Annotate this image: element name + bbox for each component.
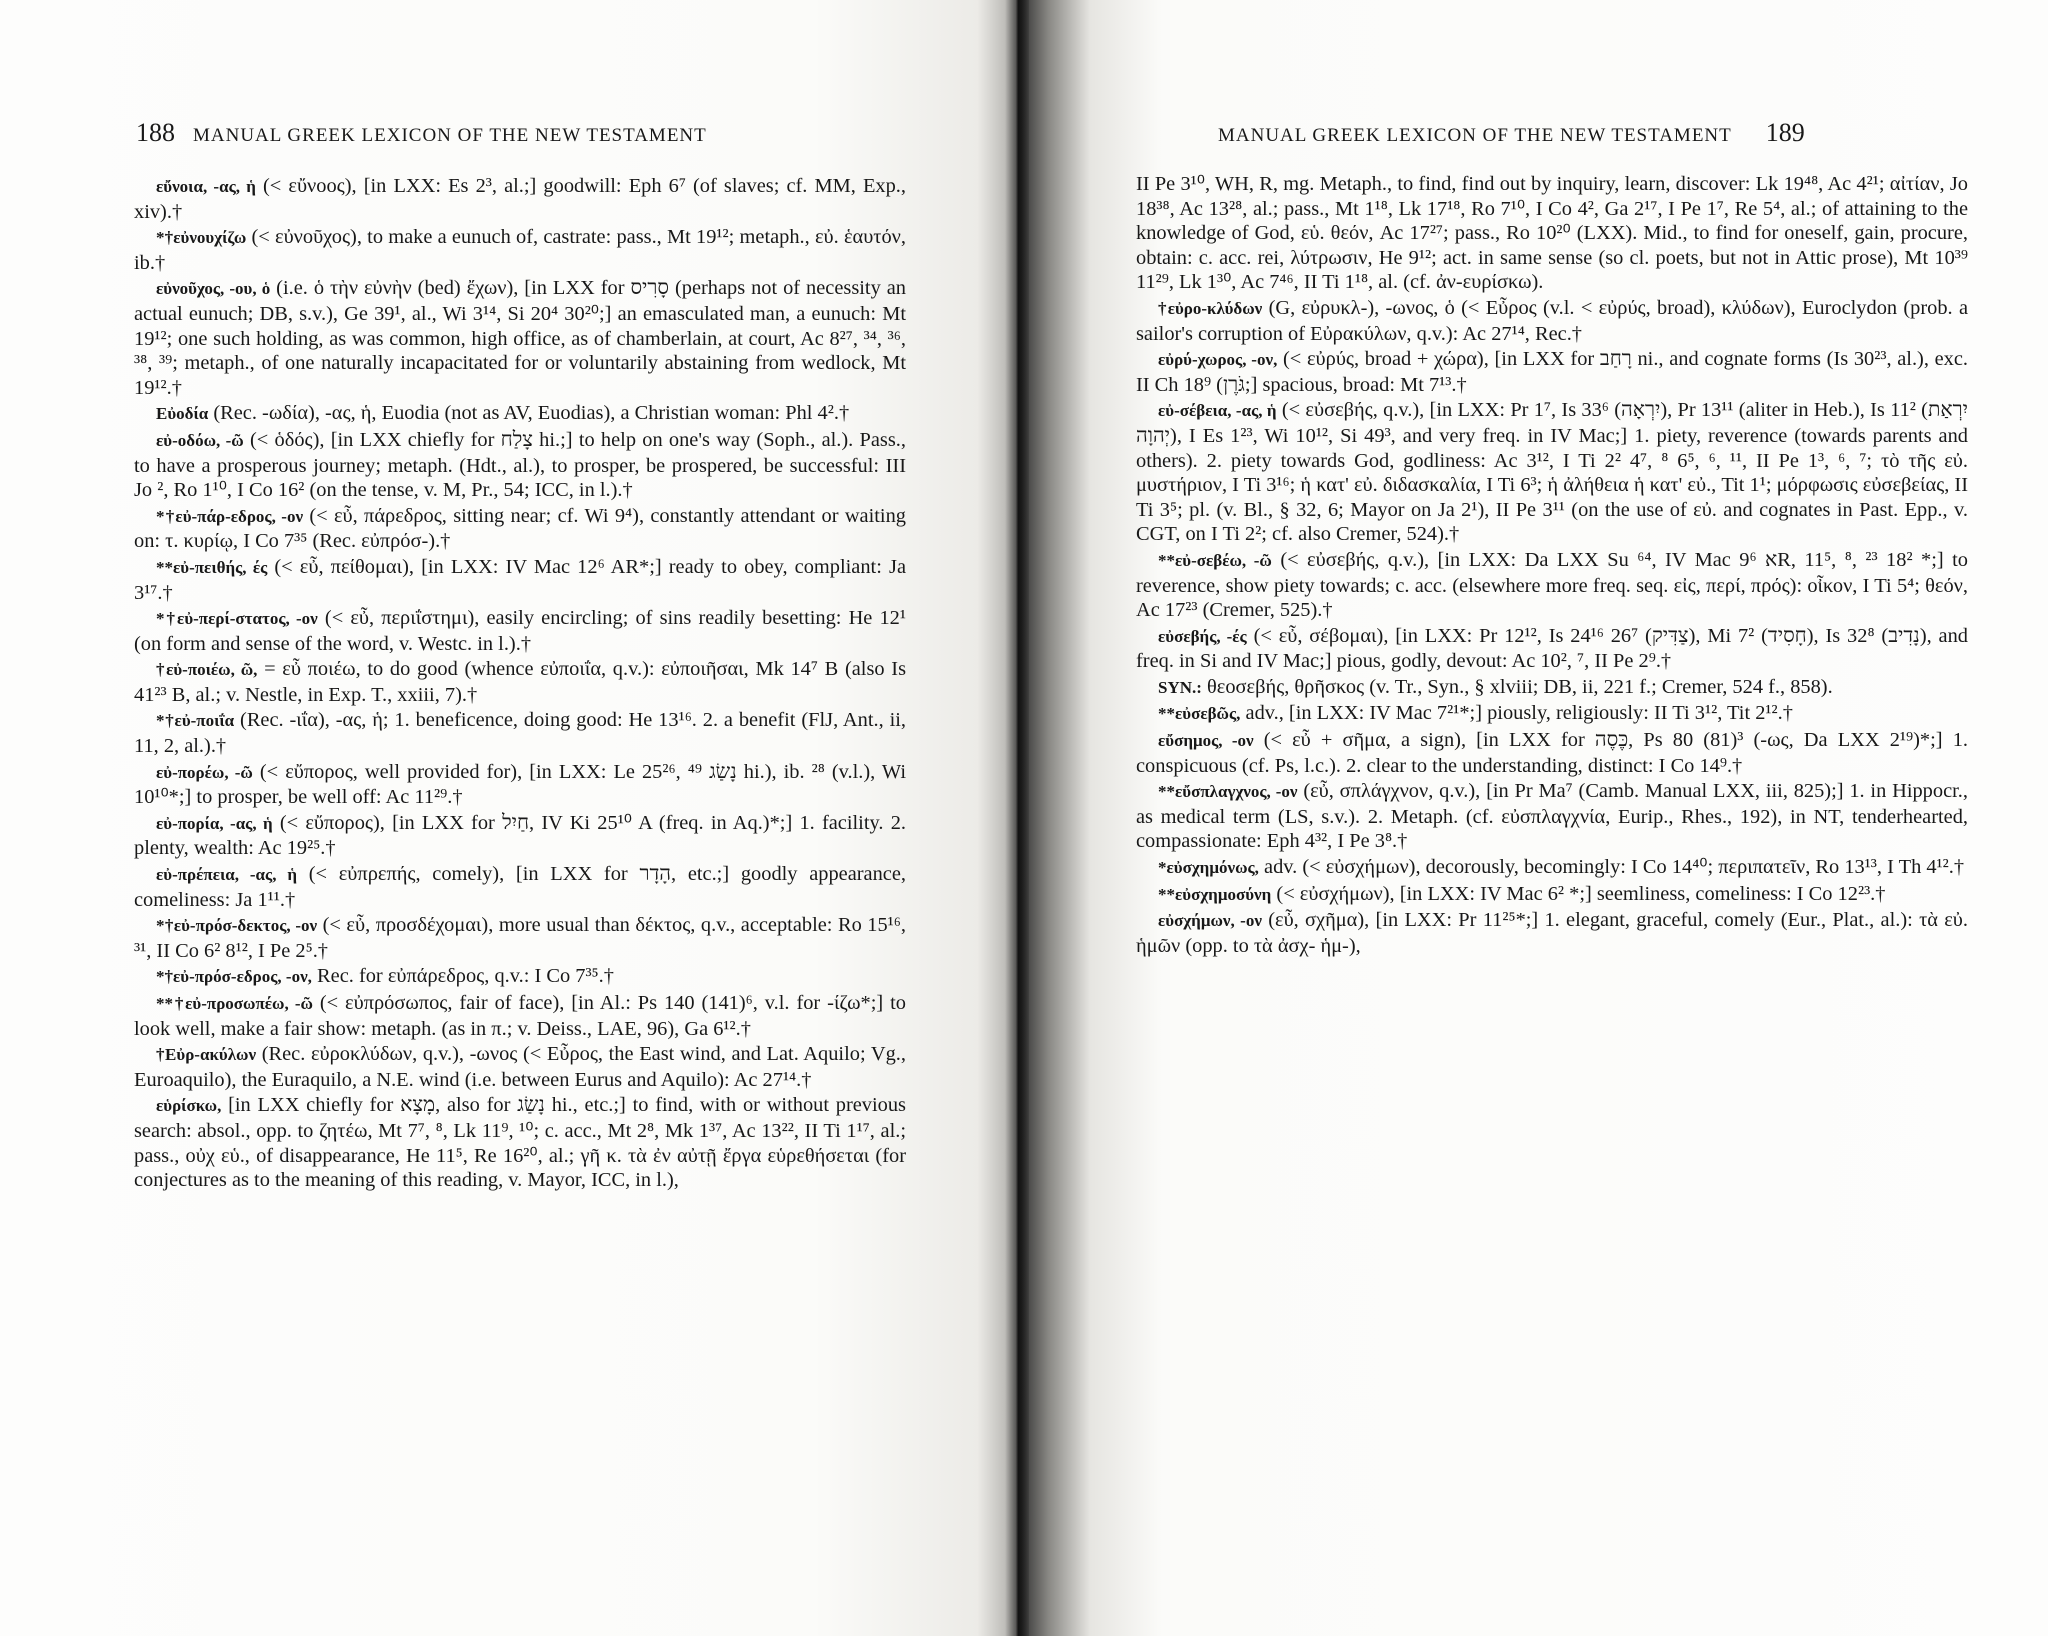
entry-body: (εὖ, σχῆμα), [in LXX: Pr 11²⁵*;] 1. elegant, graceful, comely (Eur., Plat., al.): τὰ εὐ. ἡμῶν (opp. to τὰ ἀσχ- ἡμ-), — [1136, 909, 1968, 957]
entry-headword: εὑρίσκω, — [156, 1096, 222, 1116]
right-page — [1018, 0, 2048, 1636]
entry-headword: εὐ-πορέω, -ῶ — [156, 762, 253, 782]
left-page-text — [134, 174, 906, 1194]
lexicon-entry — [134, 913, 906, 963]
entry-headword: *†εὐ-περί-στατος, -ον — [156, 609, 318, 629]
entry-body: θεοσεβής, θρῆσκος (v. Tr., Syn., § xlviii; DB, ii, 221 f.; Cremer, 524 f., 858). — [1207, 675, 1833, 698]
continuation-text: II Pe 3¹⁰, WH, R, mg. Metaph., to find, find out by inquiry, learn, discover: Lk 19⁴⁸, Ac 4²¹; αἰτίαν, Jo 18³⁸, Ac 13²⁸, al.; pass., Mt 1¹⁸, Lk 17¹⁸, Ro 7¹⁰, I Co 4², Ga 2¹⁷, I Pe 1⁷, Re 5⁴, al.; of attaining to the knowledge of God, εὑ. θεόν, Ac 17²⁷; pass., Ro 10²⁰ (LXX). Mid., to find for oneself, gain, procure, obtain: c. acc. rei, λύτρωσιν, He 9¹²; act. in same sense (so cl. poets, but not in Attic prose), Mt 10³⁹ 11²⁹, Lk 1³⁰, Ac 7⁴⁶, II Ti 1¹⁸, al. (cf. ἀν-ευρίσκω). — [1136, 173, 1968, 294]
entry-headword: εὐρύ-χωρος, -ον, — [1158, 350, 1278, 370]
entry-body: (< εὐσεβής, q.v.), [in LXX: Pr 1⁷, Is 33⁶ (יִרְאָה), Pr 13¹¹ (aliter in Heb.), Is 11² (יִרְאַת יְהוָה), I Es 1²³, Wi 10¹², Si 49³, and very freq. in IV Mac;] 1. piety, reverence (towards parents and others). 2. piety towards God, godliness: Ac 3¹², I Ti 2² 4⁷, ⁸ 6⁵, ⁶, ¹¹, II Pe 1³, ⁶, ⁷; τὸ τῆς εὐ. μυστήριον, I Ti 3¹⁶; ἡ κατ' εὐ. διδασκαλία, I Ti 6³; ἡ ἀλήθεια ἡ κατ' εὐ., Tit 1¹; μόρφωσις εὐσεβείας, II Ti 3⁵; pl. (v. Bl., § 32, 6; Mayor on Ja 2¹), II Pe 3¹¹ (on the use of εὐ. and cognates in Past. Epp., v. CGT, on I Ti 2²; cf. also Cremer, 524).† — [1136, 399, 1968, 546]
left-page — [0, 0, 1018, 1636]
lexicon-entry — [134, 401, 906, 427]
lexicon-entry — [134, 555, 906, 605]
entry-headword: **εὐσεβῶς, — [1158, 704, 1241, 724]
lexicon-entry — [134, 504, 906, 554]
entry-headword: εὐ-σέβεια, -ας, ἡ — [1158, 401, 1277, 421]
right-page-text — [1136, 172, 1968, 959]
entry-headword: εὔνοια, -ας, ἡ — [156, 177, 256, 196]
lexicon-entry — [1136, 882, 1968, 908]
entry-headword: εὔσημος, -ον — [1158, 731, 1254, 751]
entry-body: (i.e. ὁ τὴν εὐνὴν (bed) ἔχων), [in LXX for סָרִיס (perhaps not of necessity an actual eunuch; DB, s.v.), Ge 39¹, al., Wi 3¹⁴, Si 20⁴ 30²⁰;] an emasculated man, a eunuch: Mt 19¹²; one such holding, as was common, high office, as of chamberlain, at court, Ac 8²⁷, ³⁴, ³⁶, ³⁸, ³⁹; metaph., of one naturally incapacitated for or voluntarily abstaining from wedlock, Mt 19¹².† — [134, 277, 906, 399]
lexicon-entry — [1136, 675, 1968, 701]
entry-headword: εὐ-οδόω, -ῶ — [156, 430, 244, 450]
entry-body: (G, εὐρυκλ-), -ωνος, ὁ (< Εὖρος (v.l. < εὐρύς, broad), κλύδων), Euroclydon (prob. a sailor's corruption of Εὐρακύλων, q.v.): Ac 27¹⁴, Rec.† — [1136, 296, 1968, 345]
entry-headword: *εὐσχημόνως, — [1158, 858, 1259, 878]
entry-headword: **εὐ-πειθής, ές — [156, 557, 268, 577]
entry-body: (Rec. εὐροκλύδων, q.v.), -ωνος (< Εὖρος, the East wind, and Lat. Aquilo; Vg., Euroaquilo), the Euraquilo, a N.E. wind (i.e. between Eurus and Aquilo): Ac 27¹⁴.† — [134, 1043, 906, 1091]
lexicon-entry — [1136, 347, 1968, 397]
entry-body: (< εὐνοῦχος), to make a eunuch of, castrate: pass., Mt 19¹²; metaph., εὐ. ἑαυτόν, ib.† — [134, 226, 906, 274]
entry-body: (< εὖ, περιΐστημι), easily encircling; of sins readily besetting: He 12¹ (on form and sense of the word, v. Westc. in l.).† — [134, 607, 906, 655]
entry-body: (< εὔνοος), [in LXX: Es 2³, al.;] goodwill: Eph 6⁷ (of slaves; cf. MM, Exp., xiv).† — [134, 175, 906, 223]
lexicon-entry — [1136, 398, 1968, 547]
entry-body: (< εὐσεβής, q.v.), [in LXX: Da LXX Su ⁶⁴, IV Mac 9⁶ אR, 11⁵, ⁸, ²³ 18² *;] to reverence, show piety towards; c. acc. (elsewhere more freq. seq. εἰς, περί, πρός): οἶκον, I Ti 5⁴; θεόν, Ac 17²³ (Cremer, 525).† — [1136, 548, 1968, 622]
lexicon-entry — [134, 708, 906, 758]
entry-body: (< εὔπορος, well provided for), [in LXX: Le 25²⁶, ⁴⁹ נָשַׂג hi.), ib. ²⁸ (v.l.), Wi 10¹⁰*;] to prosper, be well off: Ac 11²⁹.† — [134, 760, 907, 809]
right-page-number: 189 — [1765, 118, 1805, 147]
entry-headword: εὐ-πρέπεια, -ας, ἡ — [156, 865, 297, 885]
entry-headword: *†εὐ-ποιΐα — [156, 711, 235, 731]
lexicon-entry — [134, 276, 906, 400]
lexicon-entry — [134, 657, 906, 707]
left-running-head — [136, 118, 707, 148]
entry-headword: †εὐ-ποιέω, ῶ, — [156, 660, 258, 680]
lexicon-entry — [134, 1042, 906, 1092]
entry-headword: †Εὐρ-ακύλων — [156, 1045, 257, 1065]
lexicon-entry — [134, 174, 906, 224]
lexicon-entry — [1136, 548, 1968, 623]
entry-body: (< εὔπορος), [in LXX for חַיִל, IV Ki 25¹⁰ A (freq. in Aq.)*;] 1. facility. 2. plenty, wealth: Ac 19²⁵.† — [134, 811, 906, 860]
entry-body: (< εὖ, πείθομαι), [in LXX: IV Mac 12⁶ AR*;] ready to obey, compliant: Ja 3¹⁷.† — [134, 555, 906, 604]
lexicon-entry — [134, 428, 906, 503]
entry-headword: **εὔσπλαγχνος, -ον — [1158, 782, 1298, 802]
book-gutter — [1005, 0, 1029, 1636]
lexicon-entry — [134, 811, 906, 861]
entry-body: (Rec. -ιΐα), -ας, ἡ; 1. beneficence, doing good: He 13¹⁶. 2. a benefit (FlJ, Ant., ii, 11, 2, al.).† — [134, 709, 907, 758]
lexicon-entry — [1136, 728, 1968, 778]
entry-body: (< εὖ, προσδέχομαι), more usual than δέκτος, q.v., acceptable: Ro 15¹⁶, ³¹, II Co 6² 8¹², I Pe 2⁵.† — [134, 914, 906, 962]
entry-body: (< εὐρύς, broad + χώρα), [in LXX for רָחַב ni., and cognate forms (Is 30²³, al.), exc. II Ch 18⁹ (גֹּרֶן;] spacious, broad: Mt 7¹³.† — [1136, 348, 1969, 396]
entry-headword: εὐσχήμων, -ον — [1158, 911, 1262, 931]
entry-headword: εὐ-πορία, -ας, ἡ — [156, 813, 273, 833]
lexicon-entry — [1136, 779, 1968, 854]
entry-headword: †εὐρο-κλύδων — [1158, 298, 1263, 318]
right-running-head — [1218, 118, 1805, 148]
lexicon-entry — [134, 964, 906, 990]
lexicon-entry — [134, 1093, 906, 1192]
entry-body: (Rec. -ωδία), -ας, ἡ, Euodia (not as AV, Euodias), a Christian woman: Phl 4².† — [213, 402, 850, 425]
entry-body: (< ὁδός), [in LXX chiefly for צָלַח hi.;] to help on one's way (Soph., al.). Pass., to have a prosperous journey; metaph. (Hdt., al.), to prosper, be prospered, be successful: III Jo ², Ro 1¹⁰, I Co 16² (on the tense, v. M, Pr., 54; ICC, in l.).† — [134, 428, 906, 502]
lexicon-entry — [134, 225, 906, 275]
entry-body: adv., [in LXX: IV Mac 7²¹*;] piously, religiously: II Ti 3¹², Tit 2¹².† — [1245, 702, 1793, 725]
lexicon-entry — [1136, 296, 1968, 346]
entry-headword: εὐσεβής, -ές — [1158, 626, 1247, 646]
entry-headword: *†εὐ-πάρ-εδρος, -ον — [156, 506, 304, 526]
entry-body: (εὖ, σπλάγχνον, q.v.), [in Pr Ma⁷ (Camb. Manual LXX, iii, 825);] 1. in Hippocr., as medical term (LS, s.v.). 2. Metaph. (cf. εὐσπλαγχνία, Eurip., Rhes., 192), in NT, tenderhearted, compassionate: Eph 4³², I Pe 3⁸.† — [1136, 780, 1968, 853]
left-running-title: MANUAL GREEK LEXICON OF THE NEW TESTAMENT — [193, 125, 707, 146]
entry-headword: *†εὐ-πρόσ-εδρος, -ον, — [156, 967, 312, 987]
entry-headword: **εὐ-σεβέω, -ῶ — [1158, 550, 1272, 570]
right-running-title: MANUAL GREEK LEXICON OF THE NEW TESTAMENT — [1218, 125, 1732, 146]
entry-body: (< εὐσχήμων), [in LXX: IV Mac 6² *;] seemliness, comeliness: I Co 12²³.† — [1276, 882, 1886, 905]
lexicon-entry — [1136, 624, 1968, 674]
entry-body: Rec. for εὐπάρεδρος, q.v.: I Co 7³⁵.† — [317, 965, 614, 988]
left-page-number: 188 — [136, 118, 175, 147]
lexicon-entry — [134, 862, 906, 912]
lexicon-entry — [134, 991, 906, 1041]
lexicon-entry — [134, 606, 906, 656]
entry-headword: **†εὐ-προσωπέω, -ῶ — [156, 994, 313, 1013]
entry-body: = εὖ ποιέω, to do good (whence εὐποιΐα, q.v.): εὐποιῆσαι, Mk 14⁷ B (also Is 41²³ B, al.; v. Nestle, in Exp. T., xxiii, 7).† — [134, 658, 907, 706]
lexicon-entry — [134, 760, 906, 810]
entry-headword: **εὐσχημοσύνη — [1158, 884, 1272, 904]
entry-body: (< εὖ, σέβομαι), [in LXX: Pr 12¹², Is 24¹⁶ 26⁷ (צַדִּיק), Mi 7² (חָסִיד), Is 32⁸ (נָדִיב), and freq. in Si and IV Mac;] pious, godly, devout: Ac 10², ⁷, II Pe 2⁹.† — [1136, 624, 1968, 673]
entry-body: adv. (< εὐσχήμων), decorously, becomingly: I Co 14⁴⁰; περιπατεῖν, Ro 13¹³, I Th 4¹².† — [1264, 856, 1965, 879]
entry-body: (< εὐπρεπής, comely), [in LXX for הָדָר, etc.;] goodly appearance, comeliness: Ja 1¹¹.† — [134, 863, 907, 911]
entry-headword: εὐνοῦχος, -ου, ὁ — [156, 279, 271, 299]
lexicon-entry — [1136, 908, 1968, 958]
entry-body: [in LXX chiefly for מָצָא, also for נָשַׂג hi., etc.;] to find, with or without previous search: absol., opp. to ζητέω, Mt 7⁷, ⁸, Lk 11⁹, ¹⁰; c. acc., Mt 2⁸, Mk 1³⁷, Ac 13²², II Ti 1¹⁷, al.; pass., οὐχ εὑ., of disappearance, He 11⁵, Re 16²⁰, al.; γῆ κ. τὰ ἐν αὐτῇ ἔργα εὑρεθήσεται (for conjectures as to the meaning of this reading, v. Mayor, ICC, in l.), — [134, 1094, 906, 1192]
entry-body: (< εὐπρόσωπος, fair of face), [in Al.: Ps 140 (141)⁶, v.l. for -ίζω*;] to look well, make a fair show: metaph. (as in π.; v. Deiss., LAE, 96), Ga 6¹².† — [134, 992, 906, 1040]
entry-body: (< εὖ, πάρεδρος, sitting near; cf. Wi 9⁴), constantly attendant or waiting on: τ. κυρίῳ, I Co 7³⁵ (Rec. εὐπρόσ-).† — [134, 504, 906, 553]
entry-headword: *†εὐνουχίζω — [156, 228, 247, 248]
entry-headword: Εὐοδία — [156, 404, 209, 424]
lexicon-entry — [1136, 701, 1968, 727]
lexicon-entry — [1136, 855, 1968, 881]
entry-body: (< εὖ + σῆμα, a sign), [in LXX for כֶּסֶה, Ps 80 (81)³ (-ως, Da LXX 2¹⁹)*;] 1. conspicuous (cf. Ps, l.c.). 2. clear to the understanding, distinct: I Co 14⁹.† — [1136, 729, 1968, 777]
entry-headword: *†εὐ-πρόσ-δεκτος, -ον — [156, 916, 318, 936]
entry-headword: SYN.: — [1158, 677, 1202, 697]
